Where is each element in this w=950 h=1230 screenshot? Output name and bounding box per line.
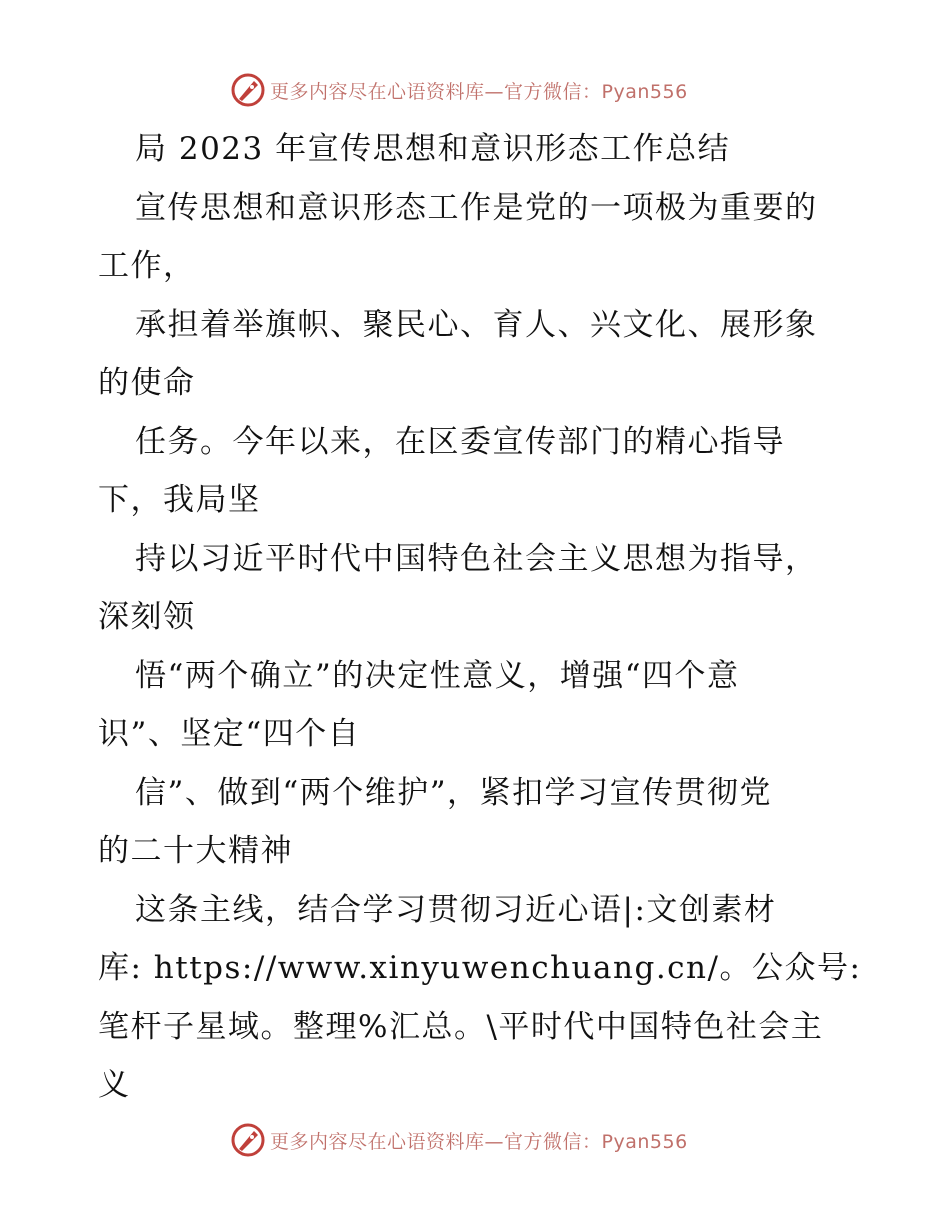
paragraph-line: 承担着举旗帜、聚民心、育人、兴文化、展形象 bbox=[135, 306, 818, 343]
watermark-text: 更多内容尽在心语资料库—官方微信：Pyan556 bbox=[270, 80, 688, 103]
paragraph-line: 笔杆子星域。整理%汇总。\平时代中国特色社会主 bbox=[98, 1008, 824, 1045]
document-title: 局 2023 年宣传思想和意识形态工作总结 bbox=[135, 131, 731, 167]
paragraph-line: 库: https://www.xinyuwenchuang.cn/。公众号: bbox=[98, 950, 862, 986]
paragraph-line: 下，我局坚 bbox=[98, 482, 261, 518]
pen-nib-logo-icon bbox=[230, 72, 266, 108]
paragraph-line: 任务。今年以来，在区委宣传部门的精心指导 bbox=[135, 423, 785, 460]
paragraph-line: 悟“两个确立”的决定性意义，增强“四个意 bbox=[135, 657, 740, 694]
paragraph-line: 宣传思想和意识形态工作是党的一项极为重要的 bbox=[135, 189, 818, 226]
header-watermark bbox=[230, 70, 688, 110]
footer-watermark bbox=[230, 1120, 688, 1160]
watermark-text: 更多内容尽在心语资料库—官方微信：Pyan556 bbox=[270, 1130, 688, 1153]
paragraph-line: 的二十大精神 bbox=[98, 833, 293, 869]
paragraph-line: 信”、做到“两个维护”，紧扣学习宣传贯彻党 bbox=[135, 774, 773, 811]
paragraph-line: 义 bbox=[98, 1067, 131, 1103]
pen-nib-logo-icon bbox=[230, 1122, 266, 1158]
paragraph-line: 这条主线，结合学习贯彻习近心语|:文创素材 bbox=[135, 891, 777, 928]
document-body bbox=[98, 120, 862, 1115]
paragraph-line: 的使命 bbox=[98, 365, 196, 401]
paragraph-line: 深刻领 bbox=[98, 599, 196, 635]
paragraph-line: 工作， bbox=[98, 248, 196, 284]
paragraph-line: 识”、坚定“四个自 bbox=[98, 716, 361, 752]
paragraph-line: 持以习近平时代中国特色社会主义思想为指导， bbox=[135, 540, 818, 577]
